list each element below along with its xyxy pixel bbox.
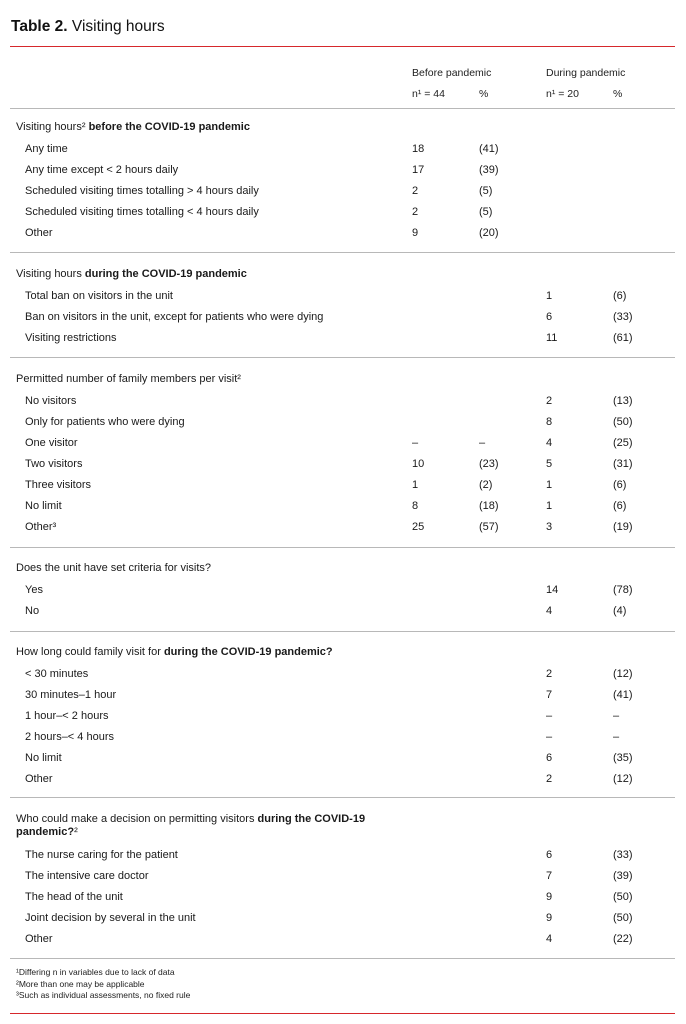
before-pct-cell: (18) — [479, 500, 499, 512]
during-n-cell: – — [546, 710, 553, 722]
header-during-pct: % — [613, 88, 623, 100]
before-pct-cell: (20) — [479, 227, 499, 239]
row-label: No visitors — [25, 395, 77, 407]
during-pct-cell: (35) — [613, 752, 633, 764]
header-during-n: n¹ = 20 — [546, 88, 579, 100]
during-pct-cell: (25) — [613, 437, 633, 449]
during-n-cell: 1 — [546, 479, 553, 491]
row-label: Any time except < 2 hours daily — [25, 164, 179, 176]
during-pct-cell: – — [613, 731, 620, 743]
row-label: Other — [25, 773, 53, 785]
table-row — [0, 414, 686, 430]
during-n-cell: 3 — [546, 521, 553, 533]
table-row — [0, 603, 686, 619]
row-label: Scheduled visiting times totalling > 4 hours daily — [25, 185, 259, 197]
section-title-plain: Permitted number of family members per visit² — [16, 373, 241, 385]
during-n-cell: 6 — [546, 752, 553, 764]
during-n-cell: 14 — [546, 584, 559, 596]
row-label: Other — [25, 227, 53, 239]
row-label: Only for patients who were dying — [25, 416, 185, 428]
section-divider — [10, 252, 675, 253]
during-pct-cell: – — [613, 710, 620, 722]
during-n-cell: 9 — [546, 912, 553, 924]
before-n-cell: 2 — [412, 206, 419, 218]
before-pct-cell: (5) — [479, 185, 493, 197]
section-title-plain: Visiting hours — [16, 268, 85, 280]
section-divider — [10, 958, 675, 959]
during-n-cell: 4 — [546, 437, 553, 449]
row-label: 30 minutes–1 hour — [25, 689, 117, 701]
table-row — [0, 477, 686, 493]
section-title-bold: during the COVID-19 pandemic — [84, 268, 247, 280]
section-title — [16, 373, 396, 386]
before-n-cell: 2 — [412, 185, 419, 197]
before-n-cell: 25 — [412, 521, 425, 533]
header-divider — [10, 108, 675, 109]
row-label: Ban on visitors in the unit, except for patients who were dying — [25, 311, 324, 323]
table-row — [0, 288, 686, 304]
row-label: No limit — [25, 500, 62, 512]
during-n-cell: 4 — [546, 605, 553, 617]
before-pct-cell: – — [479, 437, 486, 449]
table-row — [0, 931, 686, 947]
during-n-cell: 11 — [546, 332, 558, 344]
table-row — [0, 750, 686, 766]
row-label: Other — [25, 933, 53, 945]
section-title-plain: How long could family visit for — [16, 646, 164, 658]
section-title-plain: Who could make a decision on permitting visitors — [16, 813, 258, 825]
header-before-pct: % — [479, 88, 489, 100]
during-pct-cell: (50) — [613, 416, 633, 428]
during-pct-cell: (50) — [613, 912, 633, 924]
during-n-cell: 8 — [546, 416, 553, 428]
section-divider — [10, 797, 675, 798]
section-divider — [10, 631, 675, 632]
row-label: One visitor — [25, 437, 78, 449]
during-pct-cell: (39) — [613, 870, 633, 882]
row-label: Other³ — [25, 521, 57, 533]
section-title — [16, 121, 396, 134]
during-pct-cell: (31) — [613, 458, 633, 470]
table-row — [0, 183, 686, 199]
during-n-cell: 4 — [546, 933, 553, 945]
before-pct-cell: (57) — [479, 521, 499, 533]
section-title-bold: before the COVID-19 pandemic — [88, 121, 250, 133]
during-pct-cell: (41) — [613, 689, 633, 701]
header-during-pandemic: During pandemic — [546, 67, 626, 79]
table-row — [0, 204, 686, 220]
top-red-rule — [10, 46, 675, 47]
before-pct-cell: (23) — [479, 458, 499, 470]
during-pct-cell: (50) — [613, 891, 633, 903]
section-title — [16, 813, 396, 839]
table-title-number: Table 2. — [11, 18, 68, 35]
during-n-cell: 5 — [546, 458, 553, 470]
row-label: The intensive care doctor — [25, 870, 149, 882]
row-label: No — [25, 605, 40, 617]
section-title — [16, 562, 396, 575]
during-pct-cell: (4) — [613, 605, 627, 617]
during-n-cell: – — [546, 731, 553, 743]
during-pct-cell: (13) — [613, 395, 633, 407]
row-label: Joint decision by several in the unit — [25, 912, 196, 924]
table-row — [0, 435, 686, 451]
during-n-cell: 7 — [546, 689, 553, 701]
row-label: Visiting restrictions — [25, 332, 117, 344]
during-pct-cell: (6) — [613, 479, 627, 491]
during-n-cell: 2 — [546, 668, 553, 680]
during-pct-cell: (22) — [613, 933, 633, 945]
table-row — [0, 582, 686, 598]
row-label: The nurse caring for the patient — [25, 849, 178, 861]
during-pct-cell: (33) — [613, 311, 633, 323]
before-pct-cell: (39) — [479, 164, 499, 176]
bottom-red-rule — [10, 1013, 675, 1014]
before-n-cell: 18 — [412, 143, 425, 155]
table-row — [0, 771, 686, 787]
during-n-cell: 6 — [546, 311, 553, 323]
during-n-cell: 2 — [546, 395, 553, 407]
row-label: Two visitors — [25, 458, 83, 470]
row-label: < 30 minutes — [25, 668, 89, 680]
row-label: 1 hour–< 2 hours — [25, 710, 109, 722]
table-row — [0, 868, 686, 884]
row-label: No limit — [25, 752, 62, 764]
during-n-cell: 1 — [546, 500, 553, 512]
during-n-cell: 2 — [546, 773, 553, 785]
table-row — [0, 687, 686, 703]
before-pct-cell: (5) — [479, 206, 493, 218]
table-row — [0, 225, 686, 241]
during-pct-cell: (12) — [613, 773, 633, 785]
before-n-cell: 17 — [412, 164, 425, 176]
row-label: Total ban on visitors in the unit — [25, 290, 173, 302]
row-label: Yes — [25, 584, 43, 596]
before-pct-cell: (2) — [479, 479, 493, 491]
section-title-plain: Visiting hours² — [16, 121, 89, 133]
during-pct-cell: (78) — [613, 584, 633, 596]
table-row — [0, 309, 686, 325]
table-row — [0, 847, 686, 863]
during-pct-cell: (6) — [613, 500, 627, 512]
row-label: The head of the unit — [25, 891, 123, 903]
table-row — [0, 330, 686, 346]
during-pct-cell: (6) — [613, 290, 627, 302]
during-pct-cell: (19) — [613, 521, 633, 533]
section-title-suffix: ² — [74, 826, 78, 838]
table-row — [0, 729, 686, 745]
during-pct-cell: (61) — [613, 332, 633, 344]
section-title — [16, 646, 396, 659]
section-divider — [10, 547, 675, 548]
row-label: Three visitors — [25, 479, 92, 491]
before-n-cell: 9 — [412, 227, 419, 239]
before-n-cell: 10 — [412, 458, 425, 470]
row-label: Any time — [25, 143, 68, 155]
footnote: ¹Differing n in variables due to lack of data — [16, 967, 175, 977]
table-row — [0, 141, 686, 157]
table-row — [0, 162, 686, 178]
table-title-text: Visiting hours — [67, 18, 165, 35]
table-row — [0, 456, 686, 472]
footnote: ³Such as individual assessments, no fixed rule — [16, 990, 191, 1000]
section-title-bold: during the COVID-19 pandemic? — [163, 646, 333, 658]
row-label: 2 hours–< 4 hours — [25, 731, 114, 743]
section-title-plain: Does the unit have set criteria for visits? — [16, 562, 212, 574]
section-title-bold: during the COVID-19 pandemic? — [16, 813, 366, 838]
table-row — [0, 889, 686, 905]
table-row — [0, 393, 686, 409]
table-row — [0, 519, 686, 535]
during-n-cell: 6 — [546, 849, 553, 861]
before-pct-cell: (41) — [479, 143, 499, 155]
during-pct-cell: (12) — [613, 668, 633, 680]
section-divider — [10, 357, 675, 358]
during-n-cell: 1 — [546, 290, 553, 302]
during-n-cell: 9 — [546, 891, 553, 903]
footnote: ²More than one may be applicable — [16, 978, 145, 989]
header-before-n: n¹ = 44 — [412, 88, 445, 100]
table-row — [0, 498, 686, 514]
table-row — [0, 666, 686, 682]
during-n-cell: 7 — [546, 870, 553, 882]
before-n-cell: 1 — [412, 479, 419, 491]
header-before-pandemic: Before pandemic — [412, 67, 492, 79]
before-n-cell: 8 — [412, 500, 419, 512]
table-row — [0, 910, 686, 926]
before-n-cell: – — [412, 437, 419, 449]
section-title — [16, 268, 396, 281]
table-title — [11, 18, 165, 36]
table-row — [0, 708, 686, 724]
row-label: Scheduled visiting times totalling < 4 hours daily — [25, 206, 259, 218]
during-pct-cell: (33) — [613, 849, 633, 861]
